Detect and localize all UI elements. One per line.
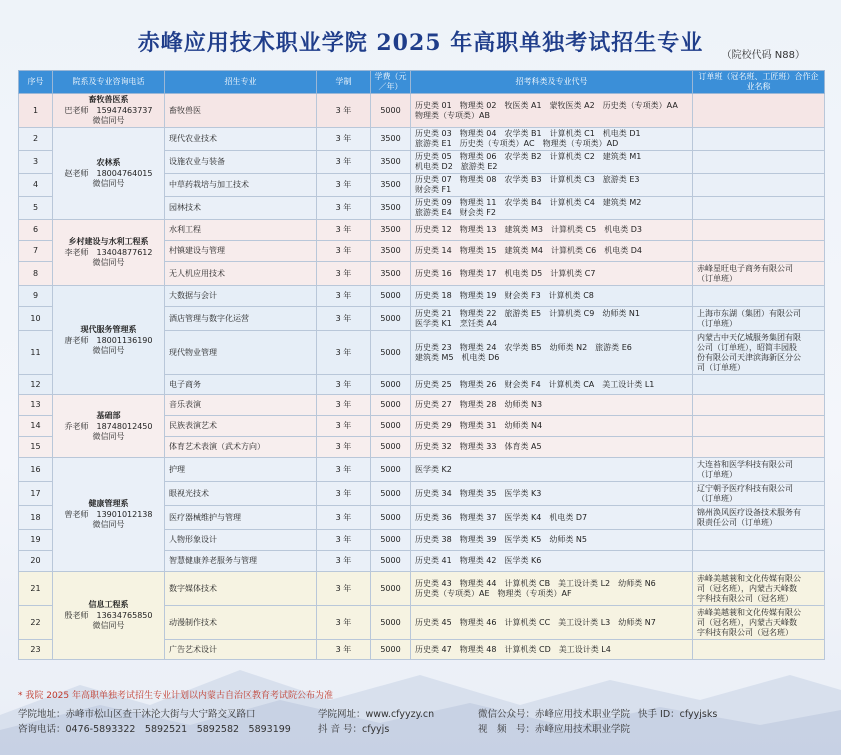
- major-partner: [693, 94, 825, 128]
- major-subjects: 历史类 12 物理类 13 建筑类 M3 计算机类 C5 机电类 D3: [411, 220, 693, 241]
- major-subjects: 历史类 25 物理类 26 财会类 F4 计算机类 CA 美工设计类 L1: [411, 375, 693, 395]
- major-years: 3 年: [317, 331, 371, 375]
- row-no: 5: [19, 197, 53, 220]
- footer-douyin: 抖 音 号：cfyyjs: [318, 724, 390, 735]
- major-name: 畜牧兽医: [165, 94, 317, 128]
- dept-contact: 曾老师 13901012138: [64, 510, 153, 519]
- row-no: 1: [19, 94, 53, 128]
- major-subjects: 历史类 14 物理类 15 建筑类 M4 计算机类 C6 机电类 D4: [411, 241, 693, 262]
- major-years: 3 年: [317, 307, 371, 331]
- dept-cell: [53, 572, 165, 660]
- dept-cell: [53, 94, 165, 128]
- major-partner: 锦州涣风医疗设备技术服务有 限责任公司（订单班）: [693, 506, 825, 530]
- major-partner: 辽宁朝予医疗科技有限公司 （订单班）: [693, 482, 825, 506]
- table-row: [19, 128, 825, 151]
- major-years: 3 年: [317, 551, 371, 572]
- row-no: 6: [19, 220, 53, 241]
- major-fee: 5000: [371, 458, 411, 482]
- footer-website[interactable]: 学院网址：www.cfyyzy.cn: [318, 709, 435, 720]
- major-subjects: 历史类 32 物理类 33 体育类 A5: [411, 437, 693, 458]
- major-fee: 3500: [371, 151, 411, 174]
- dept-name: 健康管理系: [88, 499, 129, 508]
- major-partner: 赤峰美越蓑和文化传媒有限公 司（冠名班），内蒙古天峰数 字科技有限公司（冠名班）: [693, 572, 825, 606]
- major-fee: 5000: [371, 416, 411, 437]
- major-fee: 5000: [371, 331, 411, 375]
- major-fee: 5000: [371, 286, 411, 307]
- dept-name: 乡村建设与水利工程系: [68, 237, 149, 246]
- major-years: 3 年: [317, 128, 371, 151]
- major-partner: [693, 197, 825, 220]
- major-fee: 5000: [371, 530, 411, 551]
- major-name: 眼视光技术: [165, 482, 317, 506]
- school-code: （院校代码 N88）: [721, 50, 805, 61]
- row-no: 3: [19, 151, 53, 174]
- major-partner: [693, 128, 825, 151]
- major-fee: 5000: [371, 640, 411, 660]
- row-no: 22: [19, 606, 53, 640]
- row-no: 18: [19, 506, 53, 530]
- dept-name: 基础部: [96, 410, 121, 420]
- dept-cell: [53, 395, 165, 458]
- major-years: 3 年: [317, 375, 371, 395]
- col-header-years: 学制: [317, 71, 371, 94]
- row-no: 4: [19, 174, 53, 197]
- footer-contact: [18, 707, 824, 737]
- major-years: 3 年: [317, 416, 371, 437]
- table-row: [19, 220, 825, 241]
- major-fee: 3500: [371, 262, 411, 286]
- major-years: 3 年: [317, 94, 371, 128]
- major-years: 3 年: [317, 437, 371, 458]
- footer-wechat: 微信公众号：赤峰应用技术职业学院: [478, 709, 631, 720]
- dept-contact: 李老师 13404877612: [64, 248, 153, 257]
- major-name: 人物形象设计: [165, 530, 317, 551]
- major-fee: 3500: [371, 220, 411, 241]
- major-subjects: 历史类 45 物理类 46 计算机类 CC 美工设计类 L3 幼师类 N7: [411, 606, 693, 640]
- major-fee: 5000: [371, 606, 411, 640]
- major-fee: 3500: [371, 241, 411, 262]
- major-years: 3 年: [317, 174, 371, 197]
- major-name: 中草药栽培与加工技术: [165, 174, 317, 197]
- major-subjects: 历史类 05 物理类 06 农学类 B2 计算机类 C2 建筑类 M1 机电类 D2 旅游类 E2: [411, 151, 693, 174]
- major-subjects: 历史类 18 物理类 19 财会类 F3 计算机类 C8: [411, 286, 693, 307]
- major-years: 3 年: [317, 395, 371, 416]
- major-years: 3 年: [317, 262, 371, 286]
- major-years: 3 年: [317, 482, 371, 506]
- row-no: 13: [19, 395, 53, 416]
- major-name: 酒店管理与数字化运营: [165, 307, 317, 331]
- major-subjects: 历史类 36 物理类 37 医学类 K4 机电类 D7: [411, 506, 693, 530]
- major-name: 护理: [165, 458, 317, 482]
- major-subjects: 历史类 23 物理类 24 农学类 B5 幼师类 N2 旅游类 E6 建筑类 M5 机电类 D6: [411, 331, 693, 375]
- major-fee: 5000: [371, 551, 411, 572]
- major-partner: 大连苔和医学科技有限公司 （订单班）: [693, 458, 825, 482]
- dept-name: 信息工程系: [88, 600, 129, 609]
- major-subjects: 历史类 21 物理类 22 旅游类 E5 计算机类 C9 幼师类 N1 医学类 K1 烹饪类 A4: [411, 307, 693, 331]
- major-subjects: 历史类 43 物理类 44 计算机类 CB 美工设计类 L2 幼师类 N6 历史类（专项类）AE 物理类（专项类）AF: [411, 572, 693, 606]
- table-row: [19, 94, 825, 128]
- row-no: 11: [19, 331, 53, 375]
- row-no: 15: [19, 437, 53, 458]
- row-no: 10: [19, 307, 53, 331]
- major-partner: 内蒙古中天亿城服务集团有限 公司（订单班），昭简丰园股 份有限公司天津滨海新区分公 司（订单班）: [693, 331, 825, 375]
- major-partner: 赤峰美越蓑和文化传媒有限公 司（冠名班），内蒙古天峰数 字科技有限公司（冠名班）: [693, 606, 825, 640]
- major-subjects: 历史类 27 物理类 28 幼师类 N3: [411, 395, 693, 416]
- major-fee: 3500: [371, 128, 411, 151]
- major-name: 音乐表演: [165, 395, 317, 416]
- dept-cell: [53, 128, 165, 220]
- major-years: 3 年: [317, 286, 371, 307]
- major-partner: 上海市东湖（集团）有限公司 （订单班）: [693, 307, 825, 331]
- dept-cell: [53, 458, 165, 572]
- dept-wechat: 微信同号: [92, 621, 125, 630]
- dept-name: 农林系: [96, 158, 121, 167]
- dept-wechat: 微信同号: [92, 258, 125, 267]
- major-name: 设施农业与装备: [165, 151, 317, 174]
- major-name: 民族表演艺术: [165, 416, 317, 437]
- page-title: 赤峰应用技术职业学院 2025 年高职单独考试招生专业: [137, 30, 704, 56]
- dept-contact: 巴老师 15947463737: [64, 106, 153, 115]
- major-subjects: 历史类 07 物理类 08 农学类 B3 计算机类 C3 旅游类 E3 财会类 F1: [411, 174, 693, 197]
- major-years: 3 年: [317, 572, 371, 606]
- footnote: * 我院 2025 年高职单独考试招生专业计划以内蒙古自治区教育考试院公布为准: [18, 691, 333, 701]
- dept-contact: 唐老师 18001136190: [64, 335, 153, 345]
- dept-wechat: 微信同号: [92, 116, 125, 125]
- major-partner: [693, 286, 825, 307]
- major-name: 智慧健康养老服务与管理: [165, 551, 317, 572]
- major-partner: [693, 416, 825, 437]
- col-header-partner: 订单班（冠名班、工匠班）合作企业名称: [693, 71, 825, 94]
- major-name: 数字媒体技术: [165, 572, 317, 606]
- major-subjects: 历史类 01 物理类 02 牧医类 A1 蒙牧医类 A2 历史类（专项类）AA 物理类（专项类）AB: [411, 94, 693, 128]
- row-no: 14: [19, 416, 53, 437]
- table-row: [19, 458, 825, 482]
- row-no: 8: [19, 262, 53, 286]
- dept-wechat: 微信同号: [92, 345, 125, 355]
- major-fee: 3500: [371, 197, 411, 220]
- major-subjects: 历史类 09 物理类 11 农学类 B4 计算机类 C4 建筑类 M2 旅游类 E4 财会类 F2: [411, 197, 693, 220]
- col-header-major: 招生专业: [165, 71, 317, 94]
- major-fee: 5000: [371, 395, 411, 416]
- major-years: 3 年: [317, 220, 371, 241]
- dept-wechat: 微信同号: [92, 431, 125, 441]
- row-no: 23: [19, 640, 53, 660]
- major-name: 村镇建设与管理: [165, 241, 317, 262]
- major-name: 无人机应用技术: [165, 262, 317, 286]
- table-row: [19, 395, 825, 416]
- major-fee: 5000: [371, 375, 411, 395]
- table-row: [19, 286, 825, 307]
- major-name: 园林技术: [165, 197, 317, 220]
- dept-cell: [53, 220, 165, 286]
- dept-wechat: 微信同号: [92, 520, 125, 529]
- col-header-subjects: 招考科类及专业代号: [411, 71, 693, 94]
- footer-kuaishou: 快手 ID：cfyyjsks: [638, 709, 718, 720]
- major-years: 3 年: [317, 197, 371, 220]
- col-header-dept: 院系及专业咨询电话: [53, 71, 165, 94]
- major-name: 大数据与会计: [165, 286, 317, 307]
- major-subjects: 历史类 41 物理类 42 医学类 K6: [411, 551, 693, 572]
- col-header-no: 序号: [19, 71, 53, 94]
- major-fee: 3500: [371, 174, 411, 197]
- footer-phone: 咨询电话：0476-5893322 5892521 5892582 5893199: [18, 724, 291, 735]
- major-years: 3 年: [317, 506, 371, 530]
- major-years: 3 年: [317, 606, 371, 640]
- major-partner: [693, 220, 825, 241]
- major-partner: [693, 640, 825, 660]
- footer-video: 视 频 号：赤峰应用技术职业学院: [478, 724, 631, 735]
- major-name: 现代农业技术: [165, 128, 317, 151]
- row-no: 12: [19, 375, 53, 395]
- dept-cell: [53, 286, 165, 395]
- col-header-fee: 学费（元／年）: [371, 71, 411, 94]
- major-name: 电子商务: [165, 375, 317, 395]
- dept-contact: 赵老师 18004764015: [64, 169, 153, 178]
- row-no: 21: [19, 572, 53, 606]
- dept-name: 现代服务管理系: [80, 324, 137, 334]
- major-partner: [693, 174, 825, 197]
- major-partner: [693, 437, 825, 458]
- dept-name: 畜牧兽医系: [88, 95, 129, 104]
- major-years: 3 年: [317, 640, 371, 660]
- major-years: 3 年: [317, 241, 371, 262]
- dept-contact: 殷老师 13634765850: [64, 611, 153, 620]
- major-years: 3 年: [317, 151, 371, 174]
- dept-contact: 乔老师 18748012450: [64, 421, 153, 431]
- major-years: 3 年: [317, 530, 371, 551]
- major-name: 动漫制作技术: [165, 606, 317, 640]
- major-fee: 5000: [371, 482, 411, 506]
- table-header-row: [19, 71, 825, 94]
- major-fee: 5000: [371, 437, 411, 458]
- major-name: 广告艺术设计: [165, 640, 317, 660]
- row-no: 16: [19, 458, 53, 482]
- major-fee: 5000: [371, 94, 411, 128]
- major-subjects: 历史类 03 物理类 04 农学类 B1 计算机类 C1 机电类 D1 旅游类 E1 历史类（专项类）AC 物理类（专项类）AD: [411, 128, 693, 151]
- row-no: 20: [19, 551, 53, 572]
- table-row: [19, 572, 825, 606]
- major-partner: [693, 151, 825, 174]
- major-subjects: 历史类 16 物理类 17 机电类 D5 计算机类 C7: [411, 262, 693, 286]
- row-no: 7: [19, 241, 53, 262]
- major-partner: [693, 375, 825, 395]
- major-years: 3 年: [317, 458, 371, 482]
- major-fee: 5000: [371, 506, 411, 530]
- admissions-table: [18, 70, 825, 660]
- major-name: 体育艺术表演（武术方向）: [165, 437, 317, 458]
- row-no: 9: [19, 286, 53, 307]
- row-no: 17: [19, 482, 53, 506]
- major-subjects: 历史类 34 物理类 35 医学类 K3: [411, 482, 693, 506]
- major-subjects: 医学类 K2: [411, 458, 693, 482]
- major-subjects: 历史类 38 物理类 39 医学类 K5 幼师类 N5: [411, 530, 693, 551]
- row-no: 2: [19, 128, 53, 151]
- dept-wechat: 微信同号: [92, 179, 125, 188]
- major-fee: 5000: [371, 307, 411, 331]
- row-no: 19: [19, 530, 53, 551]
- major-partner: [693, 530, 825, 551]
- major-partner: 赤峰星旺电子商务有限公司 （订单班）: [693, 262, 825, 286]
- major-name: 现代物业管理: [165, 331, 317, 375]
- major-name: 医疗器械维护与管理: [165, 506, 317, 530]
- major-subjects: 历史类 47 物理类 48 计算机类 CD 美工设计类 L4: [411, 640, 693, 660]
- major-partner: [693, 241, 825, 262]
- major-partner: [693, 395, 825, 416]
- major-name: 水利工程: [165, 220, 317, 241]
- footer-address: 学院地址：赤峰市松山区查干沐沦大街与大宁路交叉路口: [18, 709, 256, 720]
- major-partner: [693, 551, 825, 572]
- major-fee: 5000: [371, 572, 411, 606]
- major-subjects: 历史类 29 物理类 31 幼师类 N4: [411, 416, 693, 437]
